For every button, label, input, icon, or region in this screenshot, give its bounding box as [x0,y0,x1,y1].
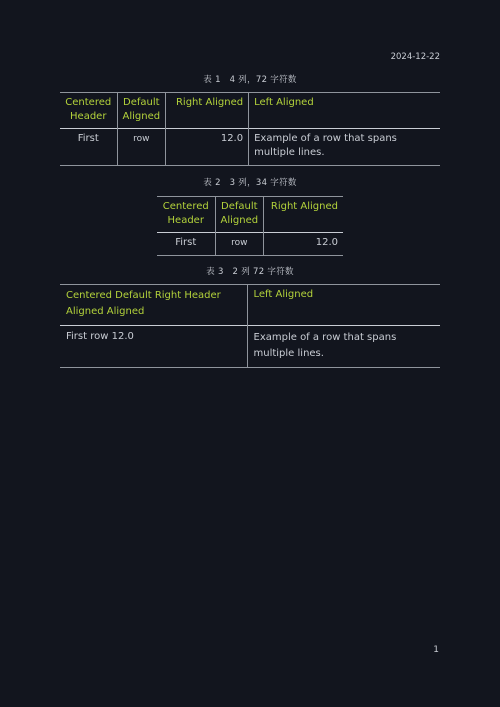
table-1-caption: 表 1 4 列，72 字符数 [203,75,297,85]
document-date: 2024-12-22 [390,52,440,62]
table-2-caption: 表 2 3 列，34 字符数 [203,178,297,188]
column-header-right: Right Aligned [270,201,338,212]
table-3-caption: 表 3 2 列 72 字符数 [206,267,294,277]
table-cell: 12.0 [315,237,338,248]
column-header-centered: Centered Header [60,93,117,129]
column-header-combined: Centered Default Right Header Aligned Aligned [60,285,247,326]
table-row [157,233,343,256]
table-cell: Example of a row that spans multiple lines. [253,332,397,359]
table-cell: First [60,129,117,166]
column-header-right: Right Aligned [166,93,249,129]
table-cell: First row 12.0 [60,326,247,368]
table-cell: 12.0 [166,129,249,166]
column-header-left: Left Aligned [254,97,314,108]
page-number: 1 [433,645,439,655]
table-header-row [157,197,343,233]
table-row [60,326,440,368]
table-header-row [60,93,440,129]
column-header-default: Default Aligned [215,197,264,233]
column-header-left: Left Aligned [253,289,314,300]
column-header-default: Default Aligned [117,93,166,129]
table-2 [157,196,343,256]
table-3 [60,284,440,368]
table-cell: row [215,233,264,256]
table-row [60,129,440,166]
table-cell: row [117,129,166,166]
table-cell: First [157,233,215,256]
column-header-centered: Centered Header [157,197,215,233]
table-cell: Example of a row that spans multiple lines. [254,133,397,158]
table-1 [60,92,440,166]
table-header-row [60,285,440,326]
